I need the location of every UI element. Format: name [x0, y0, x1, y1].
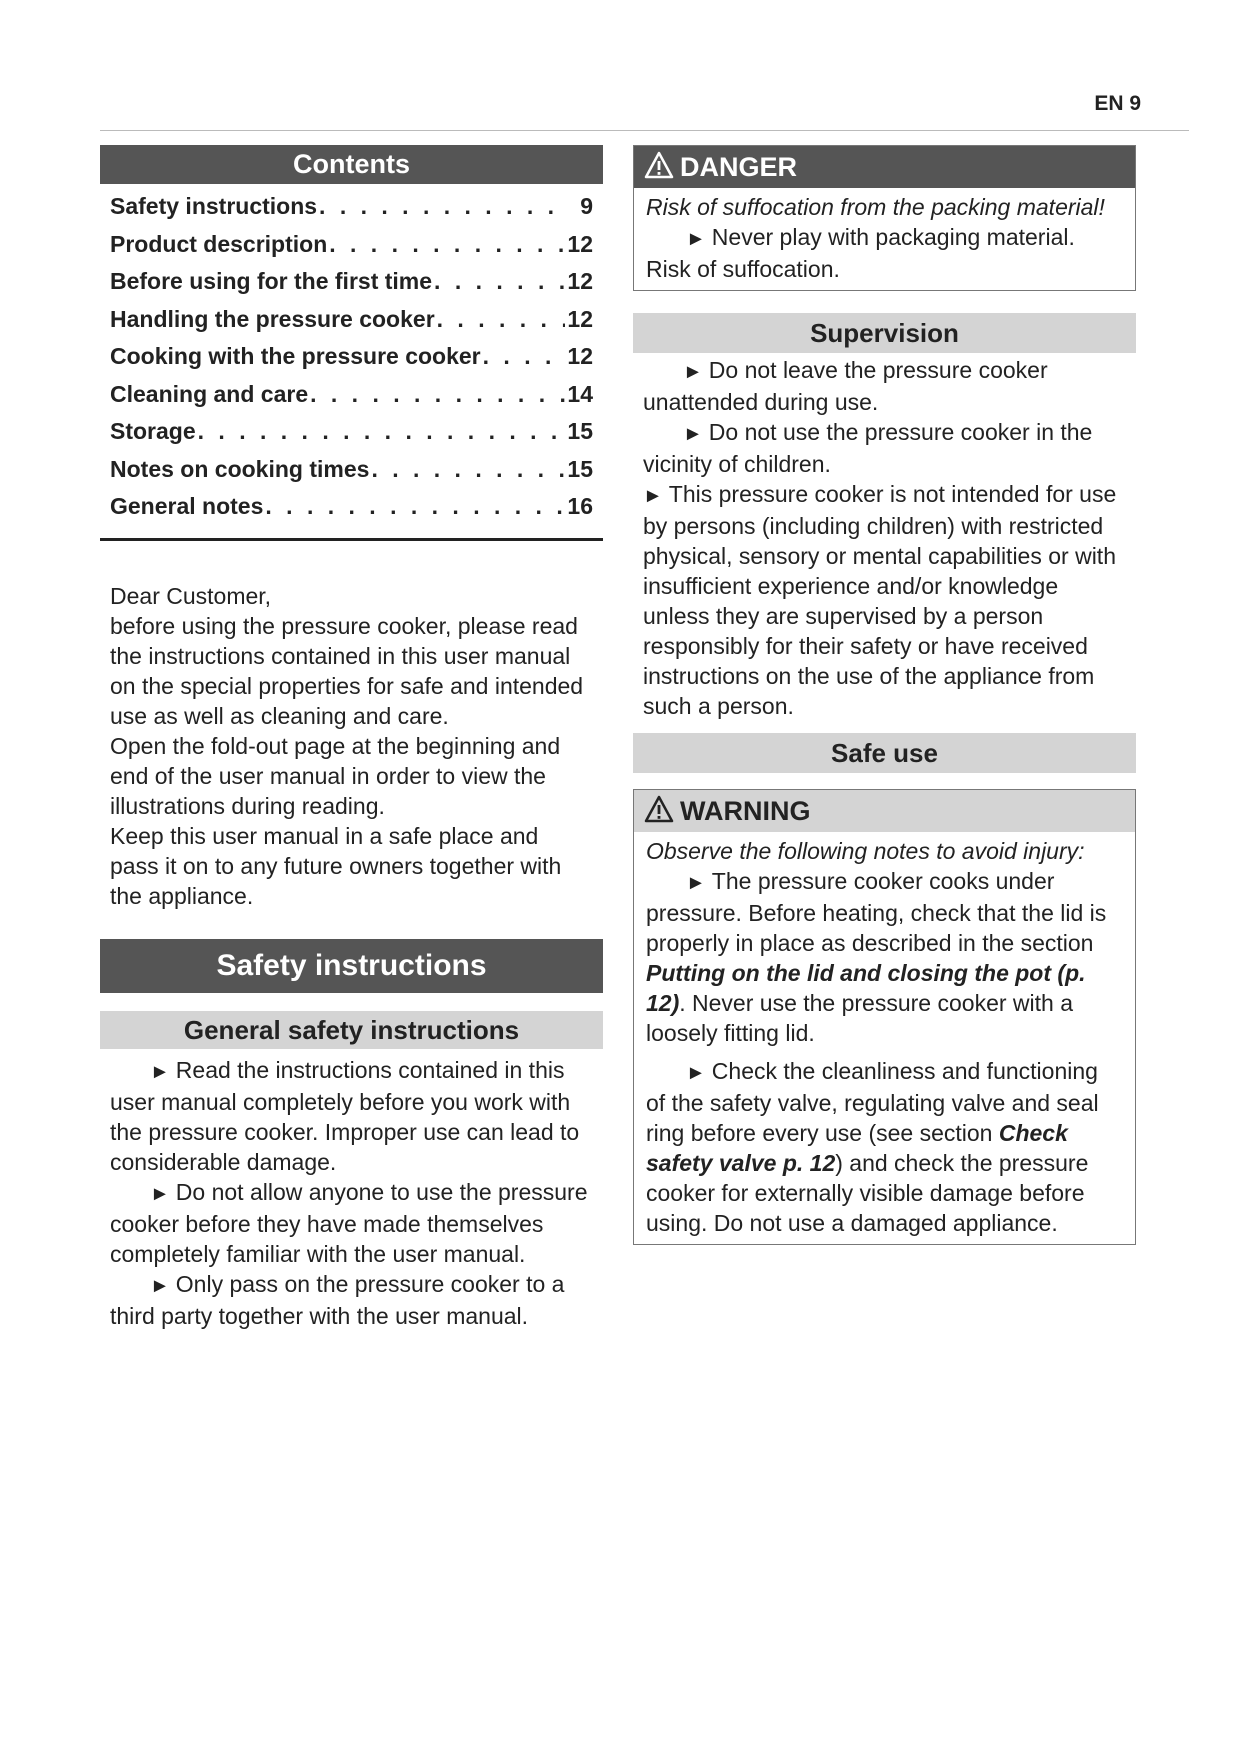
- danger-box: [633, 145, 1136, 291]
- bullet-item: ► Do not allow anyone to use the pressure cooker before they have made themselves completely familiar with the user manual.: [110, 1178, 588, 1267]
- safe-use-title: Safe use: [633, 733, 1136, 773]
- safety-instructions-title: Safety instructions: [100, 939, 603, 993]
- left-column: [100, 145, 603, 1331]
- toc-label: Product description: [110, 230, 328, 257]
- toc-label: General notes: [110, 493, 264, 519]
- general-safety-list: [100, 1055, 603, 1331]
- bullet-item: ► Check the cleanliness and functioning of the safety valve, regulating valve and seal ring before every use (see section Check safety valve p. 12) and check the pressure cooker for externally visible damage before using. Do not use a damaged appliance.: [646, 1058, 1099, 1236]
- bullet-item: ► Do not leave the pressure cooker unattended during use.: [643, 357, 1048, 415]
- toc-item[interactable]: [110, 188, 593, 226]
- bullet-triangle-icon: ►: [683, 423, 703, 445]
- toc-page: 14: [567, 380, 593, 407]
- toc-item[interactable]: [110, 226, 593, 264]
- toc-page: 12: [567, 343, 593, 369]
- supervision-list: [633, 355, 1136, 721]
- danger-risk: Risk of suffocation from the packing material!: [646, 194, 1105, 220]
- warning-triangle-icon: [644, 150, 674, 180]
- toc-label: Cleaning and care: [110, 380, 309, 407]
- toc-page: 16: [567, 493, 593, 519]
- bullet-item: ► Never play with packaging material. Risk of suffocation.: [646, 224, 1075, 282]
- intro-paragraph: before using the pressure cooker, please read the instructions contained in this user manual on the special properties for safe and intended use as well as cleaning and care.: [110, 612, 584, 729]
- toc-page: 12: [567, 268, 593, 294]
- bullet-triangle-icon: ►: [150, 1182, 170, 1205]
- toc-item[interactable]: [110, 451, 593, 489]
- toc-item[interactable]: [110, 376, 593, 414]
- table-of-contents: [100, 184, 603, 532]
- right-column: [633, 145, 1136, 1245]
- danger-body: [634, 188, 1135, 290]
- bullet-triangle-icon: ►: [686, 872, 706, 894]
- danger-header: [634, 146, 1135, 188]
- warning-box: [633, 789, 1136, 1245]
- warning-header: [634, 790, 1135, 832]
- cross-reference: Putting on the lid and closing the pot (p. 12): [646, 960, 1086, 1016]
- toc-page: 15: [567, 455, 593, 482]
- toc-label: Notes on cooking times: [110, 455, 370, 482]
- toc-page: 9: [580, 193, 593, 219]
- page-number: EN 9: [1094, 92, 1141, 115]
- intro-paragraph: Open the fold-out page at the beginning and end of the user manual in order to view the illustrations during reading.: [110, 732, 561, 819]
- toc-item[interactable]: [110, 413, 593, 451]
- warning-triangle-icon: [644, 794, 674, 824]
- bullet-triangle-icon: ►: [686, 1062, 706, 1084]
- toc-label: Handling the pressure cooker: [110, 305, 435, 332]
- warning-title: WARNING: [680, 796, 811, 826]
- bullet-triangle-icon: ►: [683, 361, 703, 383]
- bullet-triangle-icon: ►: [686, 228, 706, 250]
- danger-title: DANGER: [680, 152, 798, 182]
- warning-intro: Observe the following notes to avoid injury:: [646, 838, 1085, 864]
- toc-page: 15: [567, 418, 593, 444]
- contents-title: Contents: [100, 145, 603, 184]
- bullet-triangle-icon: ►: [643, 485, 663, 507]
- intro-text: [100, 581, 603, 911]
- contents-bottom-rule: [100, 538, 603, 541]
- toc-item[interactable]: [110, 301, 593, 339]
- bullet-triangle-icon: ►: [150, 1274, 170, 1297]
- bullet-item: ► Only pass on the pressure cooker to a third party together with the user manual.: [110, 1270, 565, 1329]
- supervision-title: Supervision: [633, 313, 1136, 353]
- toc-item[interactable]: [110, 263, 593, 301]
- bullet-item: ► The pressure cooker cooks under pressure. Before heating, check that the lid is properly in place as described in the section Putting on the lid and closing the pot (p. 12). Never use the pressure cooker with a loosely fitting lid.: [646, 868, 1107, 1046]
- toc-label: Before using for the first time: [110, 268, 433, 294]
- warning-body: [634, 832, 1135, 1244]
- general-safety-title: General safety instructions: [100, 1011, 603, 1049]
- bullet-item: ► Read the instructions contained in this user manual completely before you work with the pressure cooker. Improper use can lead to considerable damage.: [110, 1056, 580, 1175]
- toc-item[interactable]: [110, 338, 593, 376]
- toc-label: Cooking with the pressure cooker: [110, 343, 481, 369]
- cross-reference: Check safety valve p. 12: [646, 1120, 1068, 1176]
- bullet-item: ► Do not use the pressure cooker in the vicinity of children.: [643, 419, 1093, 477]
- toc-item[interactable]: [110, 488, 593, 526]
- toc-page: 12: [567, 305, 593, 332]
- intro-salutation: Dear Customer,: [110, 582, 272, 609]
- header-rule: [100, 130, 1189, 131]
- toc-label: Storage: [110, 418, 196, 444]
- intro-paragraph: Keep this user manual in a safe place and pass it on to any future owners together with the appliance.: [110, 822, 562, 909]
- toc-label: Safety instructions: [110, 193, 318, 219]
- bullet-triangle-icon: ►: [150, 1060, 170, 1083]
- toc-page: 12: [567, 230, 593, 257]
- bullet-item: ► This pressure cooker is not intended for use by persons (including children) with restricted physical, sensory or mental capabilities or with insufficient experience and/or knowledge unless they are supervised by a person responsibly for their safety or have received instructions on the use of the appliance from such a person.: [643, 481, 1117, 719]
